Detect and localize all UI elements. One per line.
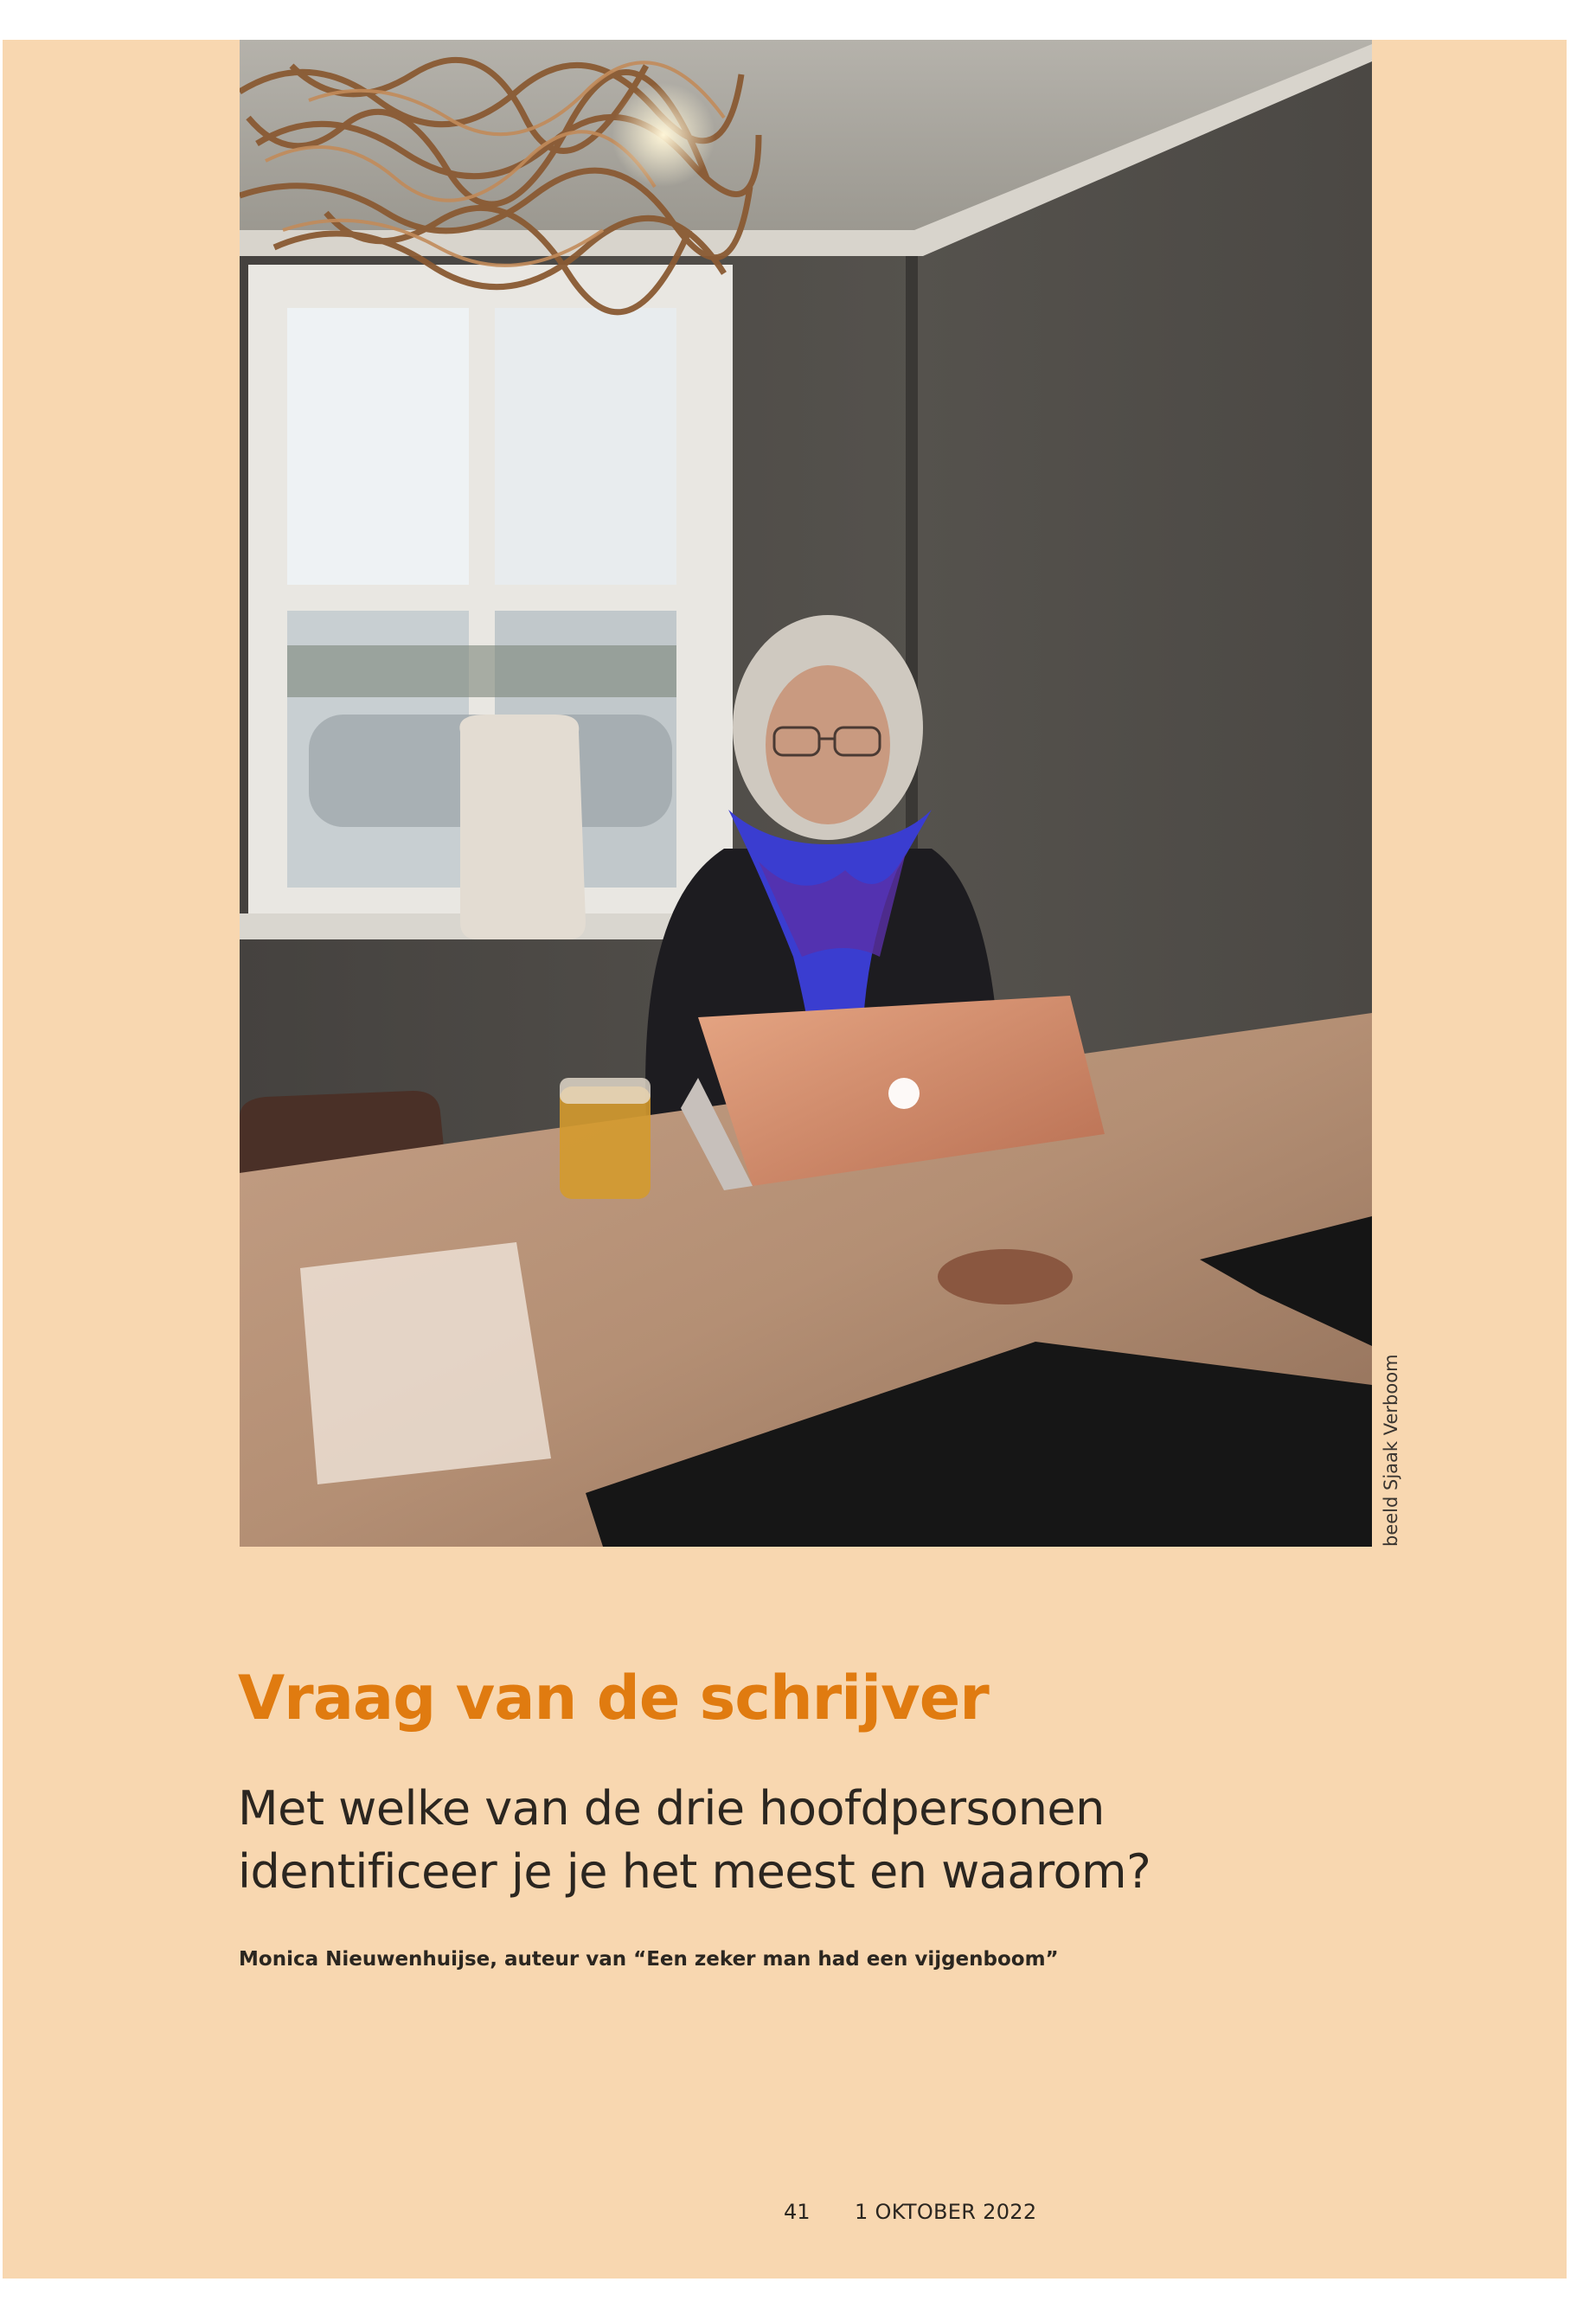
photo-credit: beeld Sjaak Verboom xyxy=(1381,1354,1401,1547)
author-attribution: Monica Nieuwenhuijse, auteur van “Een zeker man had een vijgenboom” xyxy=(239,1948,1059,1971)
page-number: 41 xyxy=(784,2200,811,2224)
page-footer xyxy=(3,2200,1567,2234)
issue-date: 1 OKTOBER 2022 xyxy=(855,2200,1037,2224)
author-question: Met welke van de drie hoofdpersonen identificeer je je het meest en waarom? xyxy=(238,1781,1151,1899)
article-photo xyxy=(240,40,1372,1547)
magazine-page xyxy=(3,40,1567,2279)
article-heading: Vraag van de schrijver xyxy=(238,1663,989,1734)
